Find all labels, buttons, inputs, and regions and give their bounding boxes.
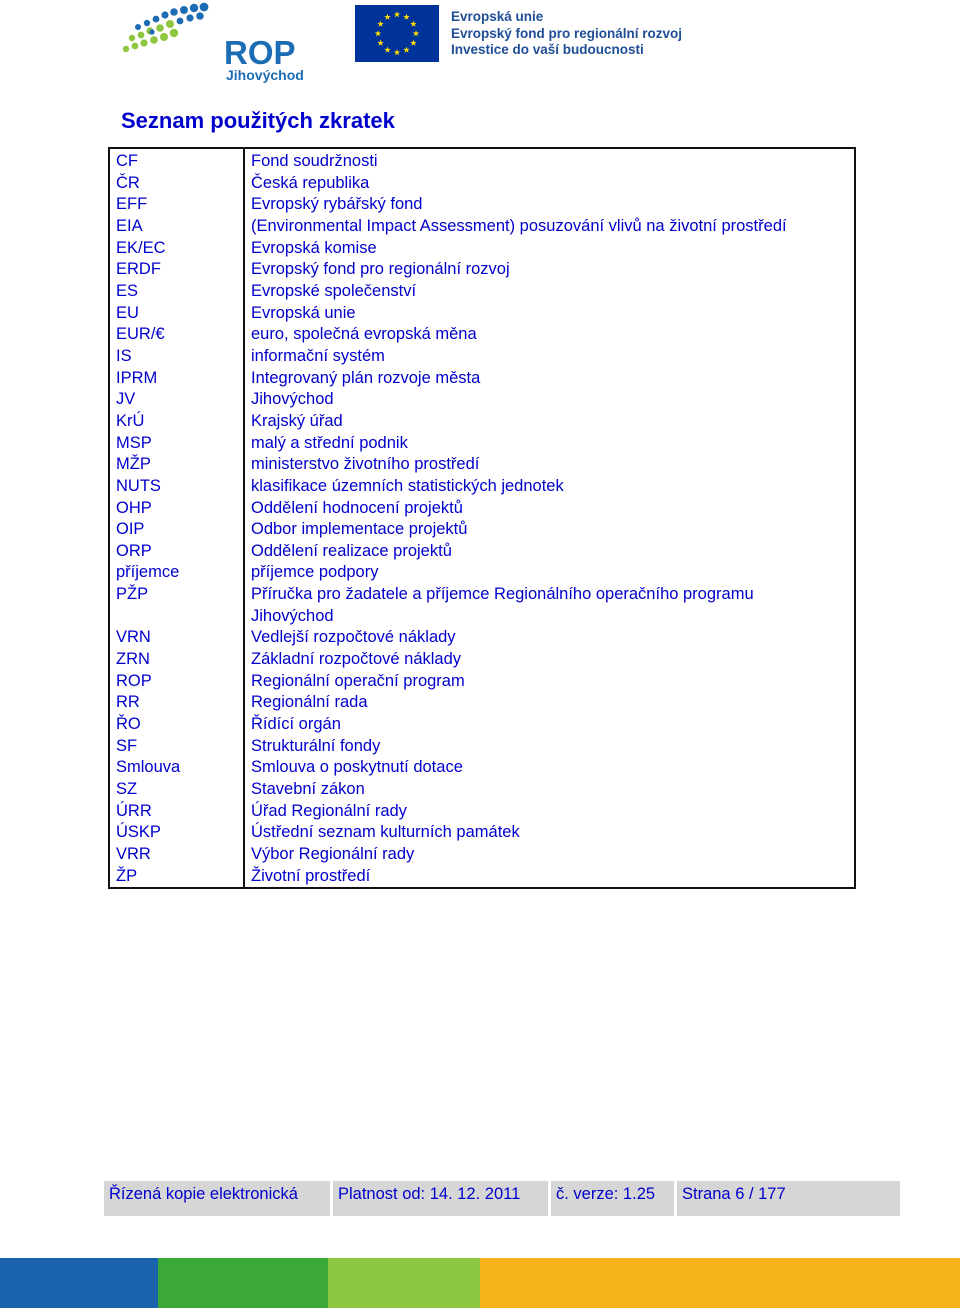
rop-logo-region: Jihovýchod bbox=[226, 67, 304, 83]
abbreviation-cell: KrÚ bbox=[109, 411, 244, 433]
abbreviation-cell: EK/EC bbox=[109, 238, 244, 260]
meaning-cell: Evropská komise bbox=[251, 238, 377, 257]
rop-swoosh-icon bbox=[108, 2, 220, 62]
abbreviation-cell: JV bbox=[109, 389, 244, 411]
meaning-cell: Jihovýchod bbox=[251, 390, 334, 409]
meaning-cell: ministerstvo životního prostředí bbox=[251, 455, 480, 474]
page-title: Seznam použitých zkratek bbox=[121, 108, 395, 133]
footer-bar bbox=[104, 1181, 900, 1216]
meaning-cell: Oddělení hodnocení projektů bbox=[251, 498, 463, 517]
abbreviation-row bbox=[109, 216, 855, 238]
abbreviation-row bbox=[109, 476, 855, 498]
eu-logo-line-1: Evropská unie bbox=[451, 9, 544, 24]
meaning-cell: Evropský rybářský fond bbox=[251, 195, 423, 214]
abbreviation-cell: ČR bbox=[109, 173, 244, 195]
abbreviation-cell: EFF bbox=[109, 194, 244, 216]
meaning-cell: Řídící orgán bbox=[251, 715, 341, 734]
abbreviation-cell: IS bbox=[109, 346, 244, 368]
abbreviation-row bbox=[109, 801, 855, 823]
abbreviation-cell: ŽP bbox=[109, 866, 244, 889]
meaning-cell: euro, společná evropská měna bbox=[251, 325, 477, 344]
abbreviation-cell: EIA bbox=[109, 216, 244, 238]
rop-logo-word: ROP bbox=[224, 34, 296, 71]
meaning-cell: Integrovaný plán rozvoje města bbox=[251, 368, 481, 387]
abbreviation-cell: NUTS bbox=[109, 476, 244, 498]
abbreviation-row bbox=[109, 541, 855, 563]
meaning-cell: Základní rozpočtové náklady bbox=[251, 650, 462, 669]
abbreviation-cell: ZRN bbox=[109, 649, 244, 671]
meaning-cell: Regionální rada bbox=[251, 693, 368, 712]
abbreviation-cell: MSP bbox=[109, 433, 244, 455]
meaning-cell: Příručka pro žadatele a příjemce Regionálního operačního programu Jihovýchod bbox=[251, 585, 754, 625]
abbreviation-cell: MŽP bbox=[109, 454, 244, 476]
abbreviation-cell: CF bbox=[109, 148, 244, 173]
color-band-green bbox=[158, 1258, 328, 1308]
meaning-cell: klasifikace územních statistických jednotek bbox=[251, 476, 564, 495]
meaning-cell: příjemce podpory bbox=[251, 563, 379, 582]
abbreviation-cell: ERDF bbox=[109, 259, 244, 281]
abbreviation-cell: ÚRR bbox=[109, 801, 244, 823]
meaning-cell: Evropská unie bbox=[251, 303, 356, 322]
abbreviation-cell: příjemce bbox=[109, 562, 244, 584]
meaning-cell: Regionální operační program bbox=[251, 671, 465, 690]
meaning-cell: informační systém bbox=[251, 346, 385, 365]
abbreviation-row bbox=[109, 259, 855, 281]
meaning-cell: Stavební zákon bbox=[251, 780, 365, 799]
abbreviation-row bbox=[109, 519, 855, 541]
abbreviation-cell: ŘO bbox=[109, 714, 244, 736]
footer-valid-from: Platnost od: 14. 12. 2011 bbox=[333, 1181, 548, 1216]
abbreviation-row bbox=[109, 346, 855, 368]
abbreviation-cell: Smlouva bbox=[109, 757, 244, 779]
abbreviation-row bbox=[109, 389, 855, 411]
meaning-cell: Výbor Regionální rady bbox=[251, 845, 415, 863]
meaning-cell: Fond soudržnosti bbox=[251, 152, 378, 170]
meaning-cell: Oddělení realizace projektů bbox=[251, 541, 452, 560]
meaning-cell: Evropské společenství bbox=[251, 281, 417, 300]
abbreviation-cell: VRN bbox=[109, 627, 244, 649]
footer-version: č. verze: 1.25 bbox=[551, 1181, 674, 1216]
abbreviation-row bbox=[109, 736, 855, 758]
abbreviation-cell: EU bbox=[109, 303, 244, 325]
meaning-cell: Úřad Regionální rady bbox=[251, 801, 407, 820]
abbreviation-row bbox=[109, 281, 855, 303]
abbreviation-row bbox=[109, 757, 855, 779]
abbreviation-row bbox=[109, 411, 855, 433]
abbreviation-row bbox=[109, 238, 855, 260]
abbreviation-row bbox=[109, 562, 855, 584]
abbreviation-row bbox=[109, 173, 855, 195]
abbreviation-row bbox=[109, 194, 855, 216]
footer-page-number: Strana 6 / 177 bbox=[677, 1181, 900, 1216]
meaning-cell: Evropský fond pro regionální rozvoj bbox=[251, 260, 510, 279]
meaning-cell: Krajský úřad bbox=[251, 411, 343, 430]
meaning-cell: Strukturální fondy bbox=[251, 736, 381, 755]
color-band-lightgreen bbox=[328, 1258, 480, 1308]
meaning-cell: Vedlejší rozpočtové náklady bbox=[251, 628, 456, 647]
abbreviation-row bbox=[109, 779, 855, 801]
abbreviation-row bbox=[109, 454, 855, 476]
abbreviation-cell: VRR bbox=[109, 844, 244, 866]
eu-flag-icon bbox=[355, 5, 439, 62]
abbreviation-cell: ÚSKP bbox=[109, 822, 244, 844]
abbreviation-row bbox=[109, 498, 855, 520]
meaning-cell: (Environmental Impact Assessment) posuzování vlivů na životní prostředí bbox=[251, 216, 787, 235]
abbreviation-row bbox=[109, 692, 855, 714]
abbreviation-row bbox=[109, 368, 855, 390]
abbreviation-row bbox=[109, 866, 855, 889]
abbreviation-table-body bbox=[109, 148, 855, 888]
abbreviation-cell: PŽP bbox=[109, 584, 244, 627]
abbreviation-row bbox=[109, 822, 855, 844]
abbreviation-cell: IPRM bbox=[109, 368, 244, 390]
abbreviation-row bbox=[109, 324, 855, 346]
abbreviation-cell: OIP bbox=[109, 519, 244, 541]
abbreviation-row bbox=[109, 671, 855, 693]
abbreviation-table bbox=[108, 147, 856, 889]
abbreviation-cell: ROP bbox=[109, 671, 244, 693]
abbreviation-row bbox=[109, 303, 855, 325]
color-band-blue bbox=[0, 1258, 158, 1308]
meaning-cell: Smlouva o poskytnutí dotace bbox=[251, 758, 463, 777]
abbreviation-row bbox=[109, 649, 855, 671]
abbreviation-row bbox=[109, 148, 855, 173]
abbreviation-row bbox=[109, 584, 855, 627]
meaning-cell: Ústřední seznam kulturních památek bbox=[251, 823, 520, 842]
footer-copy-type: Řízená kopie elektronická bbox=[104, 1181, 330, 1216]
abbreviation-row bbox=[109, 714, 855, 736]
meaning-cell: Odbor implementace projektů bbox=[251, 520, 468, 539]
abbreviation-cell: ORP bbox=[109, 541, 244, 563]
abbreviation-cell: SF bbox=[109, 736, 244, 758]
eu-logo bbox=[355, 5, 683, 63]
abbreviation-cell: SZ bbox=[109, 779, 244, 801]
eu-logo-line-3: Investice do vaší budoucnosti bbox=[451, 42, 644, 57]
meaning-cell: Životní prostředí bbox=[251, 866, 371, 885]
meaning-cell: malý a střední podnik bbox=[251, 433, 408, 452]
meaning-cell: Česká republika bbox=[251, 173, 370, 192]
abbreviation-row bbox=[109, 627, 855, 649]
abbreviation-cell: RR bbox=[109, 692, 244, 714]
bottom-color-band bbox=[0, 1258, 960, 1308]
abbreviation-row bbox=[109, 433, 855, 455]
eu-logo-text bbox=[451, 9, 682, 59]
color-band-yellow bbox=[480, 1258, 960, 1308]
rop-jihovychod-logo bbox=[108, 2, 318, 84]
abbreviation-cell: EUR/€ bbox=[109, 324, 244, 346]
eu-logo-line-2: Evropský fond pro regionální rozvoj bbox=[451, 25, 683, 41]
abbreviation-cell: ES bbox=[109, 281, 244, 303]
abbreviation-cell: OHP bbox=[109, 498, 244, 520]
abbreviation-row bbox=[109, 844, 855, 866]
